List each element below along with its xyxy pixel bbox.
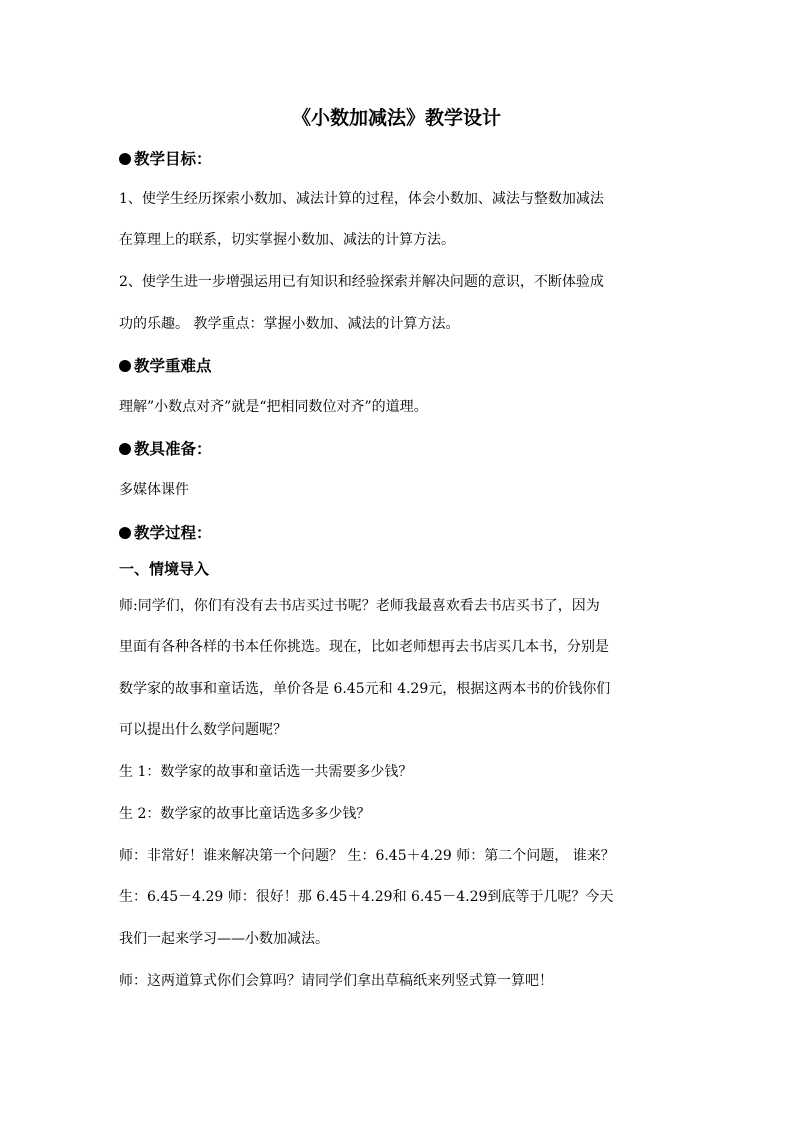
paragraph-line: 多媒体课件 — [119, 482, 189, 498]
paragraph-line: 可以提出什么数学问题呢？ — [119, 722, 287, 738]
bullet-icon — [119, 153, 131, 165]
document-title: 《小数加减法》教学设计 — [291, 107, 501, 129]
bullet-icon — [119, 443, 131, 455]
heading-text: 教学过程： — [134, 523, 212, 542]
paragraph-line: 生 1：数学家的故事和童话选一共需要多少钱？ — [119, 764, 413, 780]
section-heading-goals — [119, 148, 679, 170]
paragraph-line: 1、使学生经历探索小数加、减法计算的过程，体会小数加、减法与整数加减法 — [119, 191, 604, 207]
paragraph-line: 生 2：数学家的故事比童话选多多少钱？ — [119, 806, 371, 822]
paragraph-line: 功的乐趣。 教学重点：掌握小数加、减法的计算方法。 — [119, 316, 460, 332]
heading-text: 教具准备： — [134, 439, 212, 458]
section-heading-difficulty — [119, 355, 679, 377]
heading-text: 教学重难点 — [134, 356, 212, 375]
subsection-heading: 一、情境导入 — [119, 560, 210, 578]
bullet-icon — [119, 527, 131, 539]
paragraph-line: 师：非常好！谁来解决第一个问题？ 生：6.45＋4.29 师：第二个问题， 谁来？ — [119, 848, 615, 864]
paragraph-line: 我们一起来学习——小数加减法。 — [119, 931, 329, 947]
paragraph-line: 师:同学们，你们有没有去书店买过书呢？老师我最喜欢看去书店买书了，因为 — [119, 598, 600, 614]
paragraph-line: 师：这两道算式你们会算吗？请同学们拿出草稿纸来列竖式算一算吧！ — [119, 973, 553, 989]
bullet-icon — [119, 360, 131, 372]
section-heading-tools — [119, 438, 679, 460]
paragraph-line: 在算理上的联系，切实掌握小数加、减法的计算方法。 — [119, 232, 455, 248]
paragraph-line: 理解”小数点对齐”就是“把相同数位对齐”的道理。 — [119, 399, 428, 415]
paragraph-line: 里面有各种各样的书本任你挑选。现在，比如老师想再去书店买几本书，分别是 — [119, 639, 609, 655]
paragraph-line: 2、使学生进一步增强运用已有知识和经验探索并解决问题的意识，不断体验成 — [119, 274, 604, 290]
paragraph-line: 数学家的故事和童话选，单价各是 6.45元和 4.29元，根据这两本书的价钱你们 — [119, 681, 611, 697]
paragraph-line: 生：6.45－4.29 师：很好！那 6.45＋4.29和 6.45－4.29到底等于几呢？今天 — [119, 889, 614, 905]
heading-text: 教学目标： — [134, 149, 212, 168]
section-heading-process — [119, 522, 679, 544]
